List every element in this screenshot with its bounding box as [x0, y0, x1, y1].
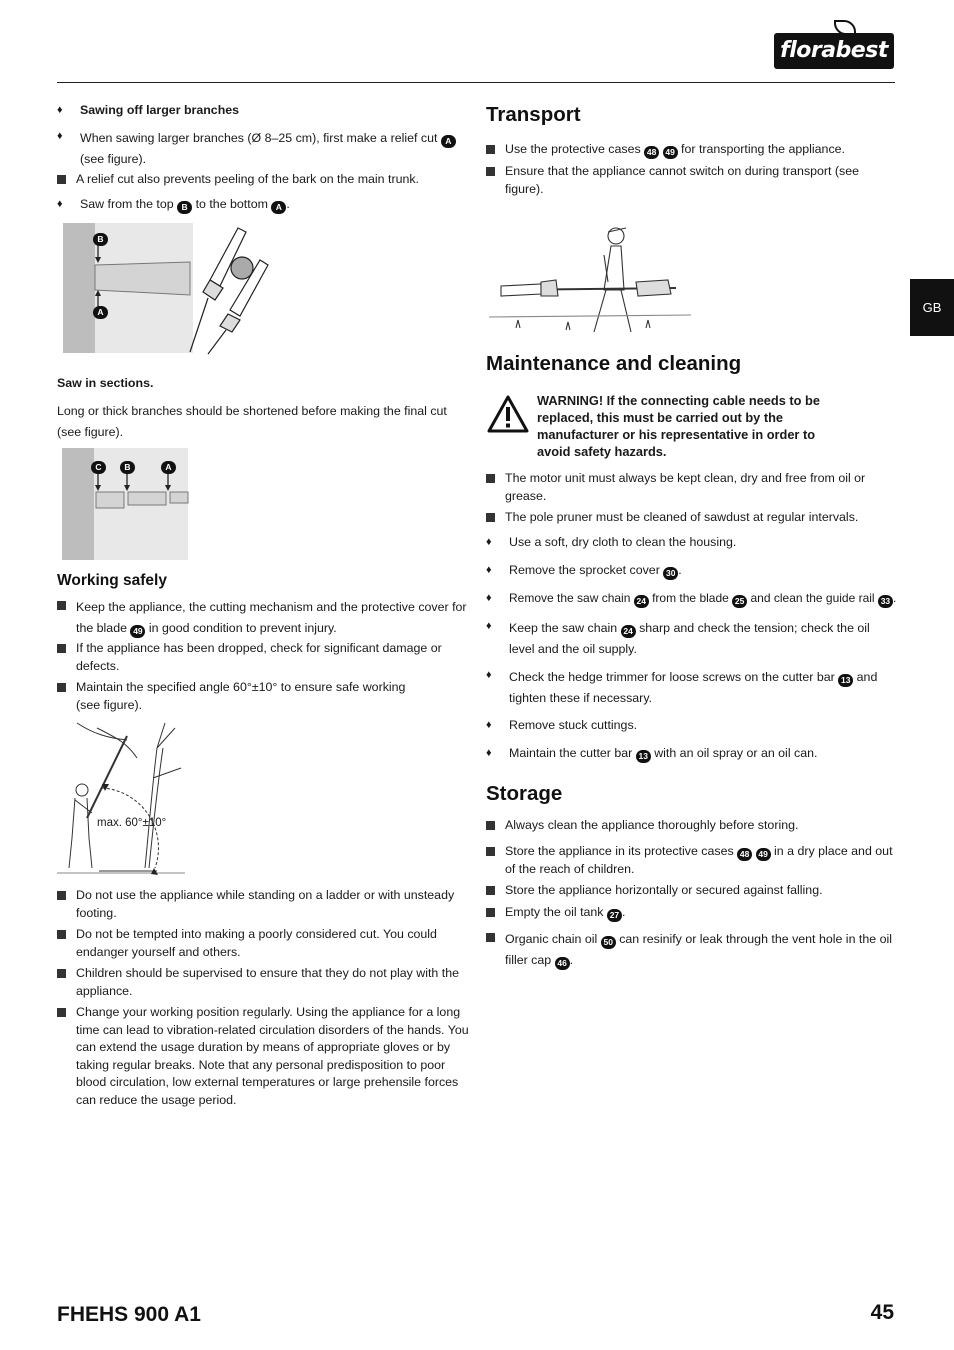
- ref-marker: A: [441, 135, 456, 148]
- diamond-bullet-icon: ♦: [486, 592, 492, 604]
- square-bullet-icon: [486, 163, 502, 183]
- sawing-heading-item: [57, 102, 467, 120]
- item-text: Children should be supervised to ensure that they do not play with the appliance.: [76, 966, 459, 998]
- list-item: [57, 128, 467, 170]
- saw-sections-text: Long or thick branches should be shortened before making the final cut (see figure).: [57, 404, 447, 439]
- page-number: 45: [870, 1301, 894, 1324]
- item-text: Change your working position regularly. Using the appliance for a long time can lead to vibration-related circulation disorders of the hands. You can extend the usage duration by means of appropriate gloves or by taking regular breaks. Note that any personal predisposition to poor blood circulation, low external temperatures or large prehensile forces can reduce the usage period.: [76, 1005, 469, 1107]
- list-item: [486, 817, 896, 835]
- square-bullet-icon: [57, 679, 73, 699]
- item-text: .: [892, 591, 897, 605]
- square-bullet-icon: [486, 470, 502, 490]
- list-item: [486, 534, 896, 552]
- item-text: Do not be tempted into making a poorly considered cut. You could endanger yourself and others.: [76, 927, 437, 959]
- square-bullet-icon: [486, 929, 502, 949]
- ref-marker: 27: [607, 909, 622, 922]
- diamond-bullet-icon: ♦: [486, 719, 492, 731]
- header-divider: [57, 82, 895, 83]
- ref-marker: 33: [878, 595, 893, 608]
- item-text: Remove the sprocket cover: [509, 563, 660, 577]
- item-text: to the bottom: [195, 197, 268, 211]
- square-bullet-icon: [57, 171, 73, 191]
- diamond-bullet-icon: ♦: [486, 669, 492, 681]
- square-bullet-icon: [486, 817, 502, 837]
- figure-label-b: B: [120, 461, 135, 474]
- ref-marker: B: [177, 201, 192, 214]
- list-item: [486, 470, 886, 505]
- item-text: Check the hedge trimmer for loose screws on the cutter bar: [509, 670, 835, 684]
- list-item: [486, 562, 896, 580]
- item-text: (see figure).: [80, 152, 147, 166]
- item-text: Saw from the top: [80, 197, 174, 211]
- item-text: Remove the saw chain: [509, 591, 631, 605]
- item-text: .: [286, 197, 290, 211]
- ref-marker: 46: [555, 957, 570, 970]
- list-item: [486, 843, 896, 879]
- item-text: in good condition to prevent injury.: [148, 621, 337, 635]
- list-item: [57, 171, 467, 189]
- square-bullet-icon: [486, 904, 502, 924]
- list-item: [486, 717, 896, 735]
- square-bullet-icon: [486, 509, 502, 529]
- list-item: [57, 640, 467, 675]
- item-text: sharp and check the tension; check the oil level and the oil supply.: [509, 621, 870, 656]
- ref-marker: 24: [634, 595, 649, 608]
- angle-label: max. 60°±10°: [97, 817, 167, 829]
- item-text: Empty the oil tank: [505, 905, 604, 919]
- item-text: Keep the saw chain: [509, 621, 618, 635]
- item-text: Maintain the specified angle 60°±10° to ensure safe working (see figure).: [76, 680, 406, 712]
- item-text: and clean the guide rail: [750, 591, 875, 605]
- sawing-heading: Sawing off larger branches: [80, 103, 240, 117]
- ref-marker: 13: [838, 674, 853, 687]
- list-item: [57, 926, 467, 961]
- model-name: FHEHS 900 A1: [57, 1303, 201, 1326]
- warning-triangle-icon: [486, 394, 530, 434]
- ref-marker: 25: [732, 595, 747, 608]
- item-text: and tighten these if necessary.: [509, 670, 878, 705]
- figure-label-c: C: [91, 461, 106, 474]
- storage-heading: Storage: [486, 782, 563, 805]
- list-item: [486, 141, 896, 159]
- list-item: [57, 597, 467, 639]
- square-bullet-icon: [57, 597, 73, 617]
- list-item: [57, 196, 467, 214]
- warning-text: WARNING! If the connecting cable needs to be replaced, this must be carried out by the manufacturer or his representative in order to avoid safety hazards.: [537, 393, 820, 459]
- maintenance-heading: Maintenance and cleaning: [486, 352, 742, 375]
- working-safely-heading: Working safely: [57, 572, 167, 589]
- square-bullet-icon: [57, 640, 73, 660]
- item-text: A relief cut also prevents peeling of the bark on the main trunk.: [76, 172, 420, 186]
- transport-heading: Transport: [486, 103, 581, 126]
- transport-figure: [486, 220, 696, 340]
- square-bullet-icon: [57, 1004, 73, 1024]
- ref-marker: 48: [737, 848, 752, 861]
- list-item: [486, 745, 896, 763]
- brand-logo: florabest: [774, 33, 894, 69]
- item-text: with an oil spray or an oil can.: [654, 746, 818, 760]
- diamond-bullet-icon: ♦: [486, 620, 492, 632]
- item-text: .: [678, 563, 682, 577]
- ref-marker: 49: [756, 848, 771, 861]
- item-text: If the appliance has been dropped, check for significant damage or defects.: [76, 641, 442, 673]
- item-text: Keep the appliance, the cutting mechanism and the protective cover for the blade: [76, 600, 467, 635]
- diamond-bullet-icon: ♦: [486, 747, 492, 759]
- working-angle-figure: [57, 718, 187, 878]
- item-text: Store the appliance in its protective cases: [505, 844, 734, 858]
- list-item: [486, 163, 866, 198]
- item-text: Use a soft, dry cloth to clean the housing.: [509, 535, 737, 549]
- figure-label-a: A: [93, 306, 108, 319]
- list-item: [486, 590, 902, 608]
- square-bullet-icon: [57, 965, 73, 985]
- square-bullet-icon: [486, 141, 502, 161]
- ref-marker: 48: [644, 146, 659, 159]
- item-text: The motor unit must always be kept clean, dry and free from oil or grease.: [505, 471, 866, 503]
- list-item: [57, 1004, 469, 1109]
- ref-marker: A: [271, 201, 286, 214]
- figure-label-b: B: [93, 233, 108, 246]
- list-item: [486, 667, 886, 709]
- ref-marker: 13: [636, 750, 651, 763]
- list-item: [57, 965, 467, 1000]
- item-text: for transporting the appliance.: [681, 142, 845, 156]
- item-text: Use the protective cases: [505, 142, 641, 156]
- item-text: Store the appliance horizontally or secured against falling.: [505, 883, 823, 897]
- square-bullet-icon: [57, 926, 73, 946]
- ref-marker: 30: [663, 567, 678, 580]
- ref-marker: 49: [130, 625, 145, 638]
- item-text: Ensure that the appliance cannot switch on during transport (see figure).: [505, 164, 860, 196]
- ref-marker: 24: [621, 625, 636, 638]
- item-text: Do not use the appliance while standing on a ladder or with unsteady footing.: [76, 888, 455, 920]
- figure-label-a: A: [161, 461, 176, 474]
- item-text: Organic chain oil: [505, 932, 598, 946]
- ref-marker: 49: [663, 146, 678, 159]
- list-item: [486, 904, 896, 922]
- diamond-bullet-icon: ♦: [57, 104, 63, 116]
- square-bullet-icon: [486, 882, 502, 902]
- list-item: [57, 887, 467, 922]
- item-text: Maintain the cutter bar: [509, 746, 633, 760]
- square-bullet-icon: [486, 843, 502, 863]
- item-text: .: [621, 905, 626, 919]
- item-text: The pole pruner must be cleaned of sawdust at regular intervals.: [505, 510, 859, 524]
- diamond-bullet-icon: ♦: [57, 130, 63, 142]
- item-text: can resinify or leak through the vent hole in the oil filler cap: [505, 932, 892, 967]
- list-item: [486, 882, 896, 900]
- diamond-bullet-icon: ♦: [57, 198, 63, 210]
- square-bullet-icon: [57, 887, 73, 907]
- saw-sections-heading: Saw in sections.: [57, 376, 154, 390]
- diamond-bullet-icon: ♦: [486, 536, 492, 548]
- item-text: Always clean the appliance thoroughly before storing.: [505, 818, 799, 832]
- list-item: [486, 929, 898, 971]
- diamond-bullet-icon: ♦: [486, 564, 492, 576]
- list-item: [486, 618, 898, 660]
- item-text: from the blade: [652, 591, 729, 605]
- item-text: .: [569, 953, 574, 967]
- list-item: [57, 679, 417, 714]
- language-tab: GB: [910, 279, 954, 336]
- item-text: Remove stuck cuttings.: [509, 718, 638, 732]
- list-item: [486, 509, 896, 527]
- item-text: in a dry place and out of the reach of children.: [505, 844, 893, 876]
- ref-marker: 50: [601, 936, 616, 949]
- item-text: When sawing larger branches (Ø 8–25 cm), first make a relief cut: [80, 131, 438, 145]
